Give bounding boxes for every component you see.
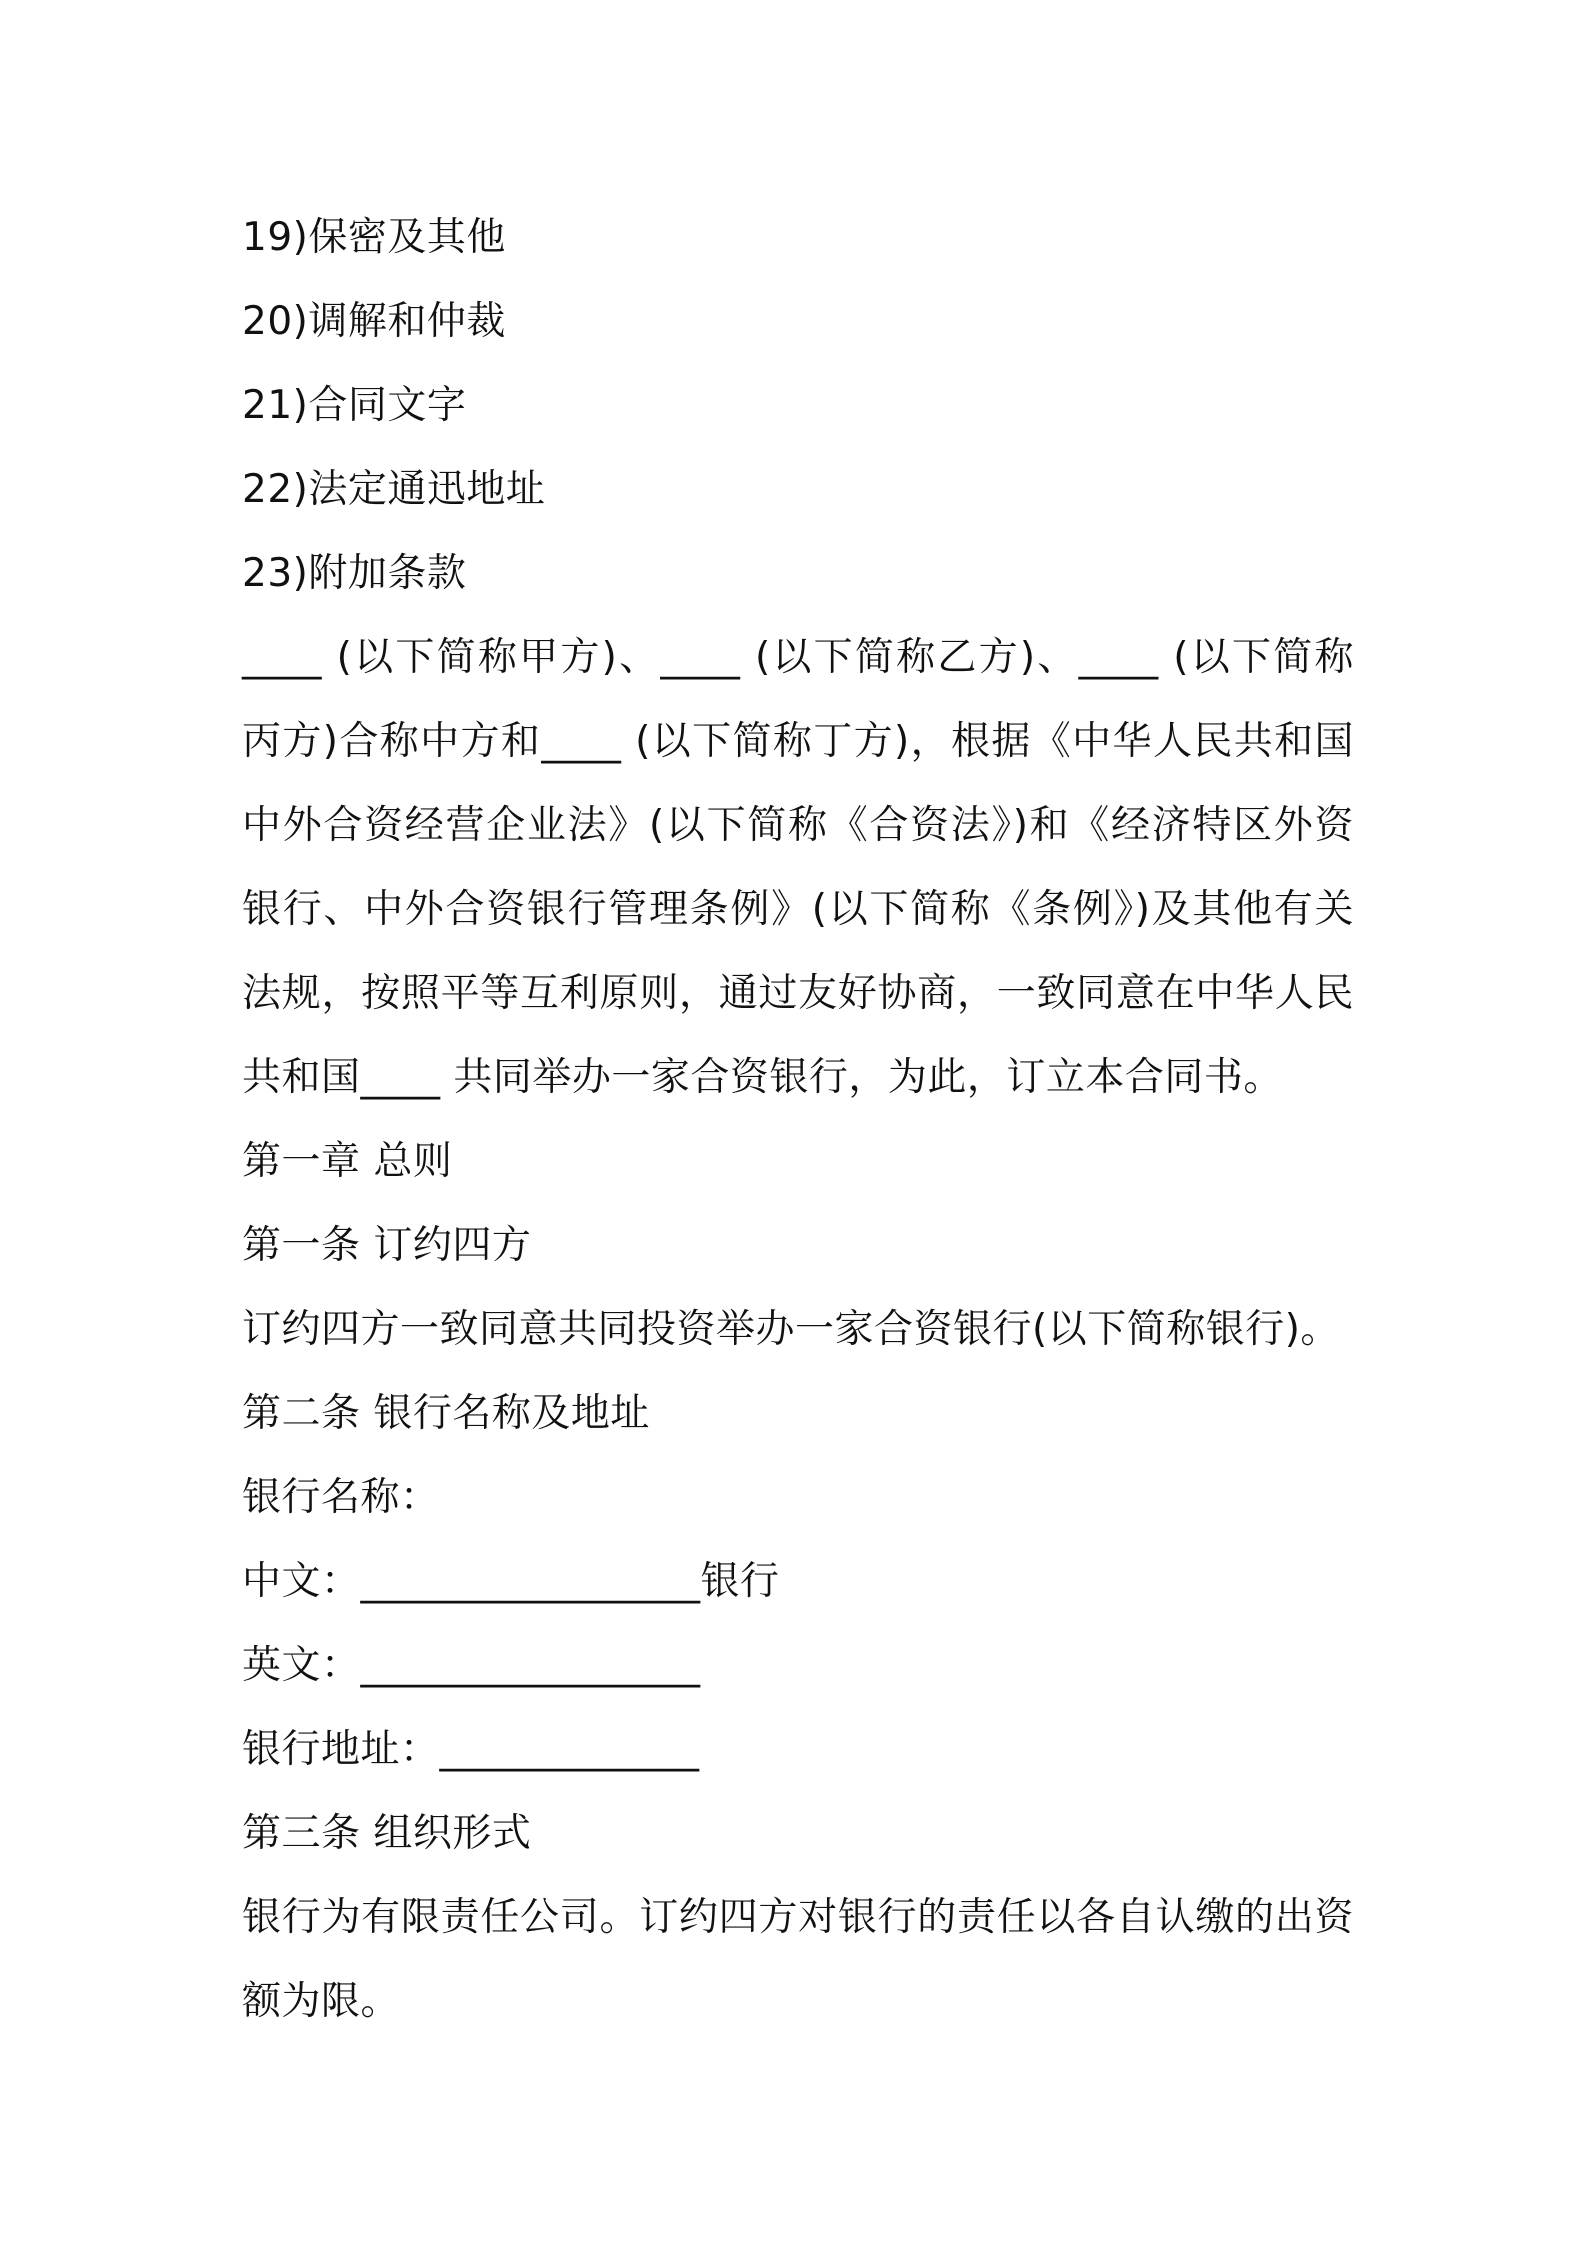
- bank-name-label: 银行名称：: [242, 1475, 440, 1520]
- document-body: [242, 196, 1354, 2044]
- bank-address-line: 银行地址：_____________: [242, 1727, 700, 1772]
- preamble-line: ____ (以下简称甲方)、____ (以下简称乙方)、____ (以下简称: [242, 635, 1354, 680]
- article-text-line: 额为限。: [242, 1979, 401, 2024]
- toc-item: 20)调解和仲裁: [242, 299, 506, 344]
- article-heading: 第一条 订约四方: [242, 1223, 532, 1268]
- toc-item: 22)法定通迅地址: [242, 467, 546, 512]
- preamble-line: 银行、中外合资银行管理条例》(以下简称《条例》)及其他有关: [242, 887, 1354, 932]
- article-text: 订约四方一致同意共同投资举办一家合资银行(以下简称银行)。: [242, 1307, 1340, 1352]
- toc-item: 23)附加条款: [242, 551, 467, 596]
- preamble-line: 丙方)合称中方和____ (以下简称丁方)，根据《中华人民共和国: [242, 719, 1354, 764]
- article-heading: 第二条 银行名称及地址: [242, 1391, 650, 1436]
- bank-chinese-name-line: 中文：_________________银行: [242, 1559, 780, 1604]
- preamble-line: 中外合资经营企业法》(以下简称《合资法》)和《经济特区外资: [242, 803, 1354, 848]
- bank-english-name-line: 英文：_________________: [242, 1643, 701, 1688]
- toc-item: 21)合同文字: [242, 383, 467, 428]
- preamble-line: 共和国____ 共同举办一家合资银行，为此，订立本合同书。: [242, 1055, 1283, 1100]
- article-text-line: 银行为有限责任公司。订约四方对银行的责任以各自认缴的出资: [242, 1895, 1354, 1940]
- article-paragraph: [242, 1876, 1354, 2044]
- toc-item: 19)保密及其他: [242, 215, 506, 260]
- preamble-line: 法规，按照平等互利原则，通过友好协商，一致同意在中华人民: [242, 971, 1354, 1016]
- article-heading: 第三条 组织形式: [242, 1811, 532, 1856]
- chapter-heading: 第一章 总则: [242, 1139, 453, 1184]
- preamble-paragraph: [242, 616, 1354, 1120]
